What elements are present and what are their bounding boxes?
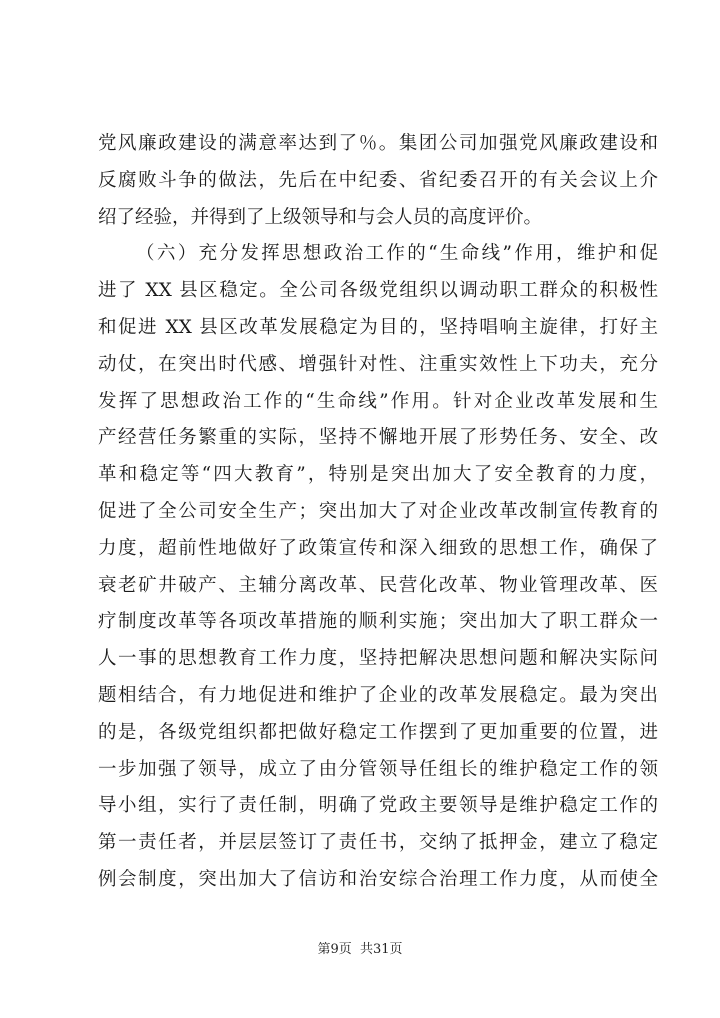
text-line-12: 力度，超前性地做好了政策宣传和深入细致的思想工作，确保了 — [98, 537, 658, 559]
text-line-18: 一步加强了领导，成立了由分管领导任组长的维护稳定工作的领 — [98, 758, 658, 780]
text-line-20: 第一责任者，并层层签订了责任书，交纳了抵押金，建立了稳定 — [98, 832, 658, 854]
text-line-8: 发挥了思想政治工作的“生命线”作用。针对企业改革发展和生 — [98, 390, 658, 412]
document-body — [98, 126, 658, 899]
text-line-17: 的是，各级党组织都把做好稳定工作摆到了更加重要的位置，进 — [98, 721, 658, 743]
page-footer — [0, 938, 720, 957]
section-six-heading-line: （六）充分发挥思想政治工作的“生命线”作用，维护和促 — [136, 243, 658, 265]
text-line-7: 动仗，在突出时代感、增强针对性、注重实效性上下功夫，充分 — [98, 353, 658, 375]
page-label-prefix: 第 — [317, 942, 331, 957]
page-current-number: 9 — [330, 942, 339, 957]
text-line-1: 党风廉政建设的满意率达到了％。集团公司加强党风廉政建设和 — [98, 133, 658, 154]
text-line-5: 进了 XX 县区稳定。全公司各级党组织以调动职工群众的积极性 — [98, 280, 658, 302]
text-line-9: 产经营任务繁重的实际，坚持不懈地开展了形势任务、安全、改 — [98, 427, 658, 449]
text-line-3: 绍了经验，并得到了上级领导和与会人员的高度评价。 — [98, 206, 543, 228]
page-total-number: 31 — [373, 942, 390, 957]
text-line-16: 题相结合，有力地促进和维护了企业的改革发展稳定。最为突出 — [98, 684, 658, 706]
text-line-2: 反腐败斗争的做法，先后在中纪委、省纪委召开的有关会议上介 — [98, 169, 658, 191]
text-line-15: 人一事的思想教育工作力度，坚持把解决思想问题和解决实际问 — [98, 648, 658, 670]
page-label-suffix: 页 — [389, 942, 403, 957]
text-line-21: 例会制度，突出加大了信访和治安综合治理工作力度，从而使全 — [98, 868, 658, 890]
text-line-13: 衰老矿井破产、主辅分离改革、民营化改革、物业管理改革、医 — [98, 574, 658, 596]
text-line-6: 和促进 XX 县区改革发展稳定为目的，坚持唱响主旋律，打好主 — [98, 316, 658, 338]
text-line-11: 促进了全公司安全生产；突出加大了对企业改革改制宣传教育的 — [98, 500, 658, 522]
text-line-14: 疗制度改革等各项改革措施的顺利实施；突出加大了职工群众一 — [98, 611, 658, 633]
text-line-19: 导小组，实行了责任制，明确了党政主要领导是维护稳定工作的 — [98, 795, 658, 817]
text-line-10: 革和稳定等“四大教育”，特别是突出加大了安全教育的力度， — [98, 464, 658, 486]
page-label-mid: 页 共 — [338, 942, 373, 957]
